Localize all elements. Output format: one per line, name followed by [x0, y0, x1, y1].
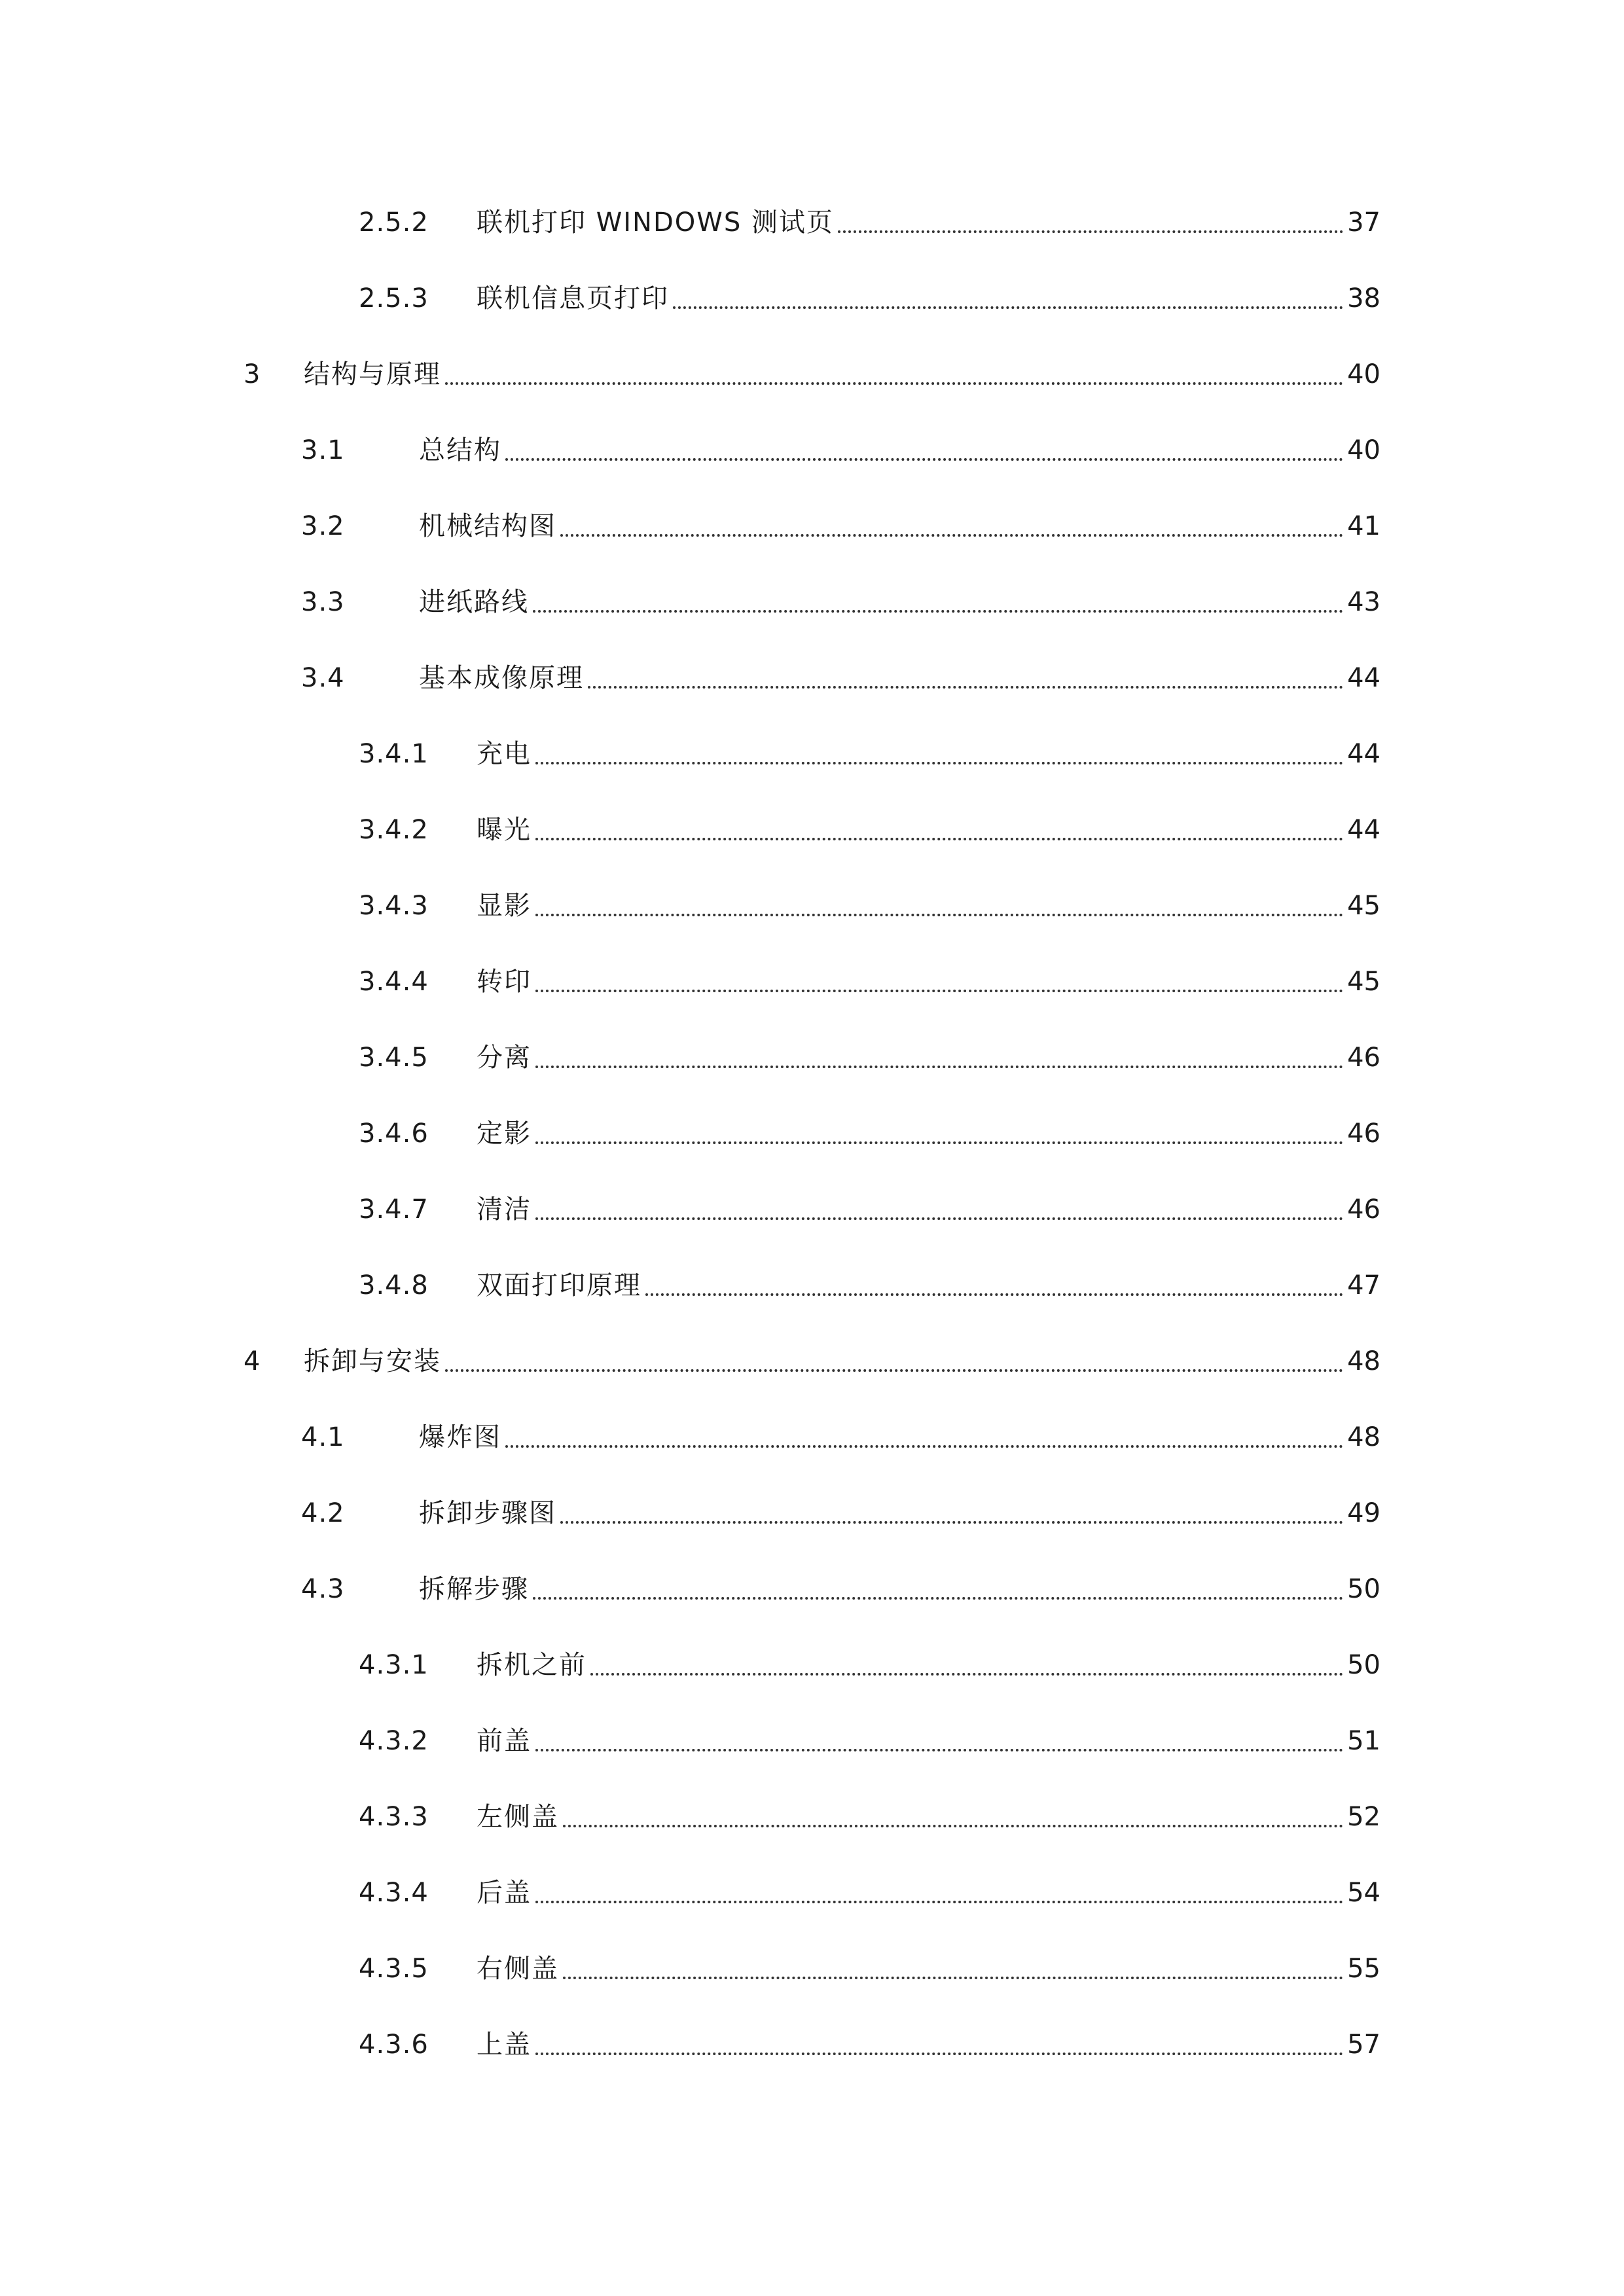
entry-page-number: 44 [1347, 815, 1380, 845]
entry-title: 拆机之前 [477, 1650, 586, 1680]
dot-leader [533, 1597, 1343, 1600]
entry-page-number: 41 [1347, 511, 1380, 541]
toc-entry-4[interactable] [244, 1338, 1380, 1384]
dot-leader [445, 382, 1343, 385]
toc-entry-3-4[interactable] [301, 655, 1380, 701]
entry-number: 3.4.4 [359, 967, 429, 997]
toc-entry-4-3-1[interactable] [359, 1642, 1380, 1688]
entry-title: 显影 [477, 891, 532, 921]
toc-entry-4-3[interactable] [301, 1566, 1380, 1612]
entry-title: 右侧盖 [477, 1954, 559, 1984]
dot-leader [535, 1901, 1343, 1903]
entry-title: 拆卸步骤图 [419, 1498, 556, 1528]
entry-title: 进纸路线 [419, 587, 529, 617]
dot-leader [535, 1066, 1343, 1068]
toc-entry-3-4-1[interactable] [359, 731, 1380, 777]
entry-number: 3.3 [301, 587, 345, 617]
dot-leader [590, 1673, 1343, 1676]
toc-entry-3[interactable] [244, 351, 1380, 397]
entry-page-number: 40 [1347, 359, 1380, 389]
entry-page-number: 44 [1347, 739, 1380, 769]
entry-page-number: 44 [1347, 663, 1380, 693]
entry-title: 双面打印原理 [477, 1270, 641, 1300]
entry-title: 爆炸图 [419, 1422, 501, 1452]
entry-title: 拆卸与安装 [304, 1346, 441, 1376]
entry-title: 基本成像原理 [419, 663, 584, 693]
entry-page-number: 43 [1347, 587, 1380, 617]
toc-entry-4-3-6[interactable] [359, 2022, 1380, 2068]
entry-number: 3.4.2 [359, 815, 429, 845]
entry-page-number: 55 [1347, 1954, 1380, 1984]
dot-leader [838, 230, 1343, 233]
dot-leader [535, 1217, 1343, 1220]
dot-leader [533, 610, 1343, 613]
entry-title: 结构与原理 [304, 359, 441, 389]
entry-number: 3.4.1 [359, 739, 429, 769]
entry-page-number: 54 [1347, 1878, 1380, 1908]
entry-number: 3.1 [301, 435, 345, 465]
entry-number: 4 [244, 1346, 261, 1376]
entry-page-number: 47 [1347, 1270, 1380, 1300]
toc-entry-4-1[interactable] [301, 1414, 1380, 1460]
entry-page-number: 51 [1347, 1726, 1380, 1756]
dot-leader [535, 838, 1343, 840]
entry-page-number: 48 [1347, 1346, 1380, 1376]
entry-title: 联机打印 WINDOWS 测试页 [477, 207, 834, 238]
entry-title: 分离 [477, 1043, 532, 1073]
entry-page-number: 46 [1347, 1043, 1380, 1073]
toc-entry-3-4-4[interactable] [359, 959, 1380, 1005]
entry-number: 4.3.1 [359, 1650, 429, 1680]
dot-leader [505, 458, 1343, 461]
toc-entry-3-4-3[interactable] [359, 883, 1380, 929]
toc-entry-2-5-3[interactable] [359, 276, 1380, 321]
toc-entry-4-3-2[interactable] [359, 1718, 1380, 1764]
dot-leader [445, 1369, 1343, 1372]
entry-page-number: 52 [1347, 1802, 1380, 1832]
entry-number: 4.3.5 [359, 1954, 429, 1984]
entry-page-number: 45 [1347, 967, 1380, 997]
dot-leader [535, 1141, 1343, 1144]
entry-page-number: 45 [1347, 891, 1380, 921]
toc-entry-4-3-5[interactable] [359, 1946, 1380, 1992]
entry-title: 充电 [477, 739, 532, 769]
dot-leader [535, 914, 1343, 916]
dot-leader [535, 990, 1343, 992]
toc-entry-3-1[interactable] [301, 427, 1380, 473]
toc-entry-4-2[interactable] [301, 1490, 1380, 1536]
entry-title: 后盖 [477, 1878, 532, 1908]
entry-number: 4.1 [301, 1422, 345, 1452]
toc-entry-2-5-2[interactable] [359, 200, 1380, 245]
entry-number: 3.4.5 [359, 1043, 429, 1073]
entry-page-number: 57 [1347, 2030, 1380, 2060]
dot-leader [588, 686, 1343, 689]
dot-leader [560, 1521, 1343, 1524]
entry-number: 4.3.6 [359, 2030, 429, 2060]
toc-entry-3-4-2[interactable] [359, 807, 1380, 853]
dot-leader [535, 2053, 1343, 2055]
entry-number: 3.2 [301, 511, 345, 541]
entry-number: 3.4.3 [359, 891, 429, 921]
entry-title: 拆解步骤 [419, 1574, 529, 1604]
toc-entry-3-4-5[interactable] [359, 1035, 1380, 1081]
dot-leader [673, 306, 1343, 309]
entry-page-number: 49 [1347, 1498, 1380, 1528]
entry-number: 4.3.2 [359, 1726, 429, 1756]
entry-title: 联机信息页打印 [477, 283, 669, 314]
entry-page-number: 50 [1347, 1650, 1380, 1680]
entry-number: 4.3.3 [359, 1802, 429, 1832]
entry-title: 机械结构图 [419, 511, 556, 541]
entry-number: 3 [244, 359, 261, 389]
entry-number: 2.5.2 [359, 207, 429, 238]
entry-number: 3.4 [301, 663, 345, 693]
entry-number: 4.3 [301, 1574, 345, 1604]
entry-number: 4.2 [301, 1498, 345, 1528]
toc-entry-3-4-8[interactable] [359, 1263, 1380, 1308]
dot-leader [563, 1825, 1343, 1827]
entry-title: 曝光 [477, 815, 532, 845]
entry-number: 4.3.4 [359, 1878, 429, 1908]
dot-leader [535, 1749, 1343, 1751]
entry-page-number: 50 [1347, 1574, 1380, 1604]
toc-entry-3-4-7[interactable] [359, 1187, 1380, 1232]
entry-title: 定影 [477, 1119, 532, 1149]
dot-leader [645, 1293, 1343, 1296]
entry-title: 总结构 [419, 435, 501, 465]
entry-title: 转印 [477, 967, 532, 997]
entry-number: 2.5.3 [359, 283, 429, 314]
entry-page-number: 37 [1347, 207, 1380, 238]
dot-leader [505, 1445, 1343, 1448]
toc-entry-4-3-3[interactable] [359, 1794, 1380, 1840]
entry-page-number: 40 [1347, 435, 1380, 465]
entry-title: 上盖 [477, 2030, 532, 2060]
entry-number: 3.4.6 [359, 1119, 429, 1149]
dot-leader [563, 1977, 1343, 1979]
entry-title: 前盖 [477, 1726, 532, 1756]
dot-leader [560, 534, 1343, 537]
toc-entry-3-4-6[interactable] [359, 1111, 1380, 1157]
entry-title: 左侧盖 [477, 1802, 559, 1832]
entry-number: 3.4.8 [359, 1270, 429, 1300]
entry-page-number: 38 [1347, 283, 1380, 314]
entry-page-number: 48 [1347, 1422, 1380, 1452]
toc-entry-4-3-4[interactable] [359, 1870, 1380, 1916]
toc-entry-3-3[interactable] [301, 579, 1380, 625]
entry-page-number: 46 [1347, 1119, 1380, 1149]
entry-number: 3.4.7 [359, 1194, 429, 1225]
dot-leader [535, 762, 1343, 764]
entry-page-number: 46 [1347, 1194, 1380, 1225]
entry-title: 清洁 [477, 1194, 532, 1225]
toc-entry-3-2[interactable] [301, 503, 1380, 549]
